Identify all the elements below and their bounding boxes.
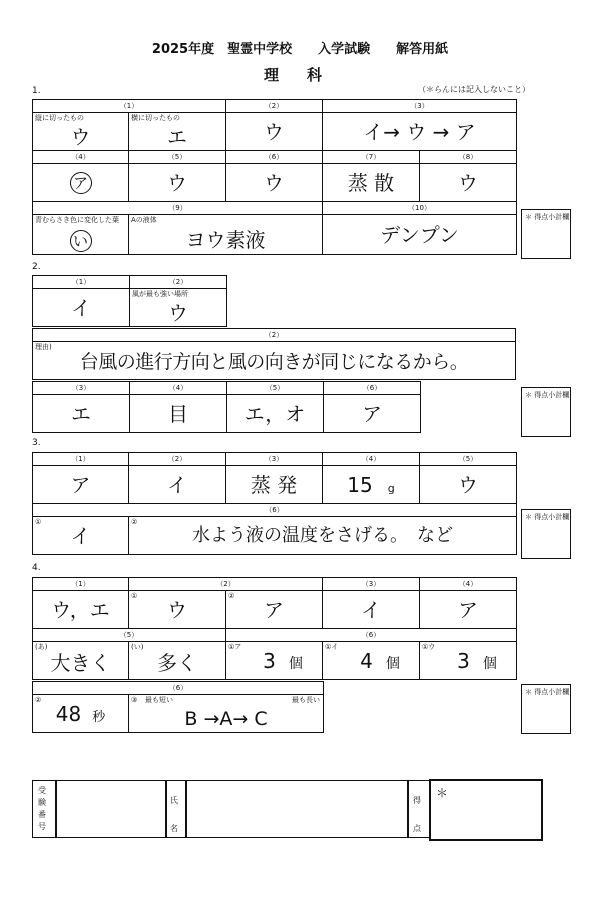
q4-6-1i-answer: 4 bbox=[360, 648, 373, 673]
q1-1-vertical-label: 縦に切ったもの bbox=[35, 114, 84, 122]
q3-4-cell[interactable] bbox=[323, 466, 420, 504]
q3-2-cell[interactable] bbox=[129, 466, 226, 504]
q1-9-leaf-cell[interactable] bbox=[33, 215, 129, 255]
footer-info-box bbox=[32, 780, 430, 838]
q4-1-header: （1） bbox=[33, 578, 129, 591]
q4-3-header: （3） bbox=[323, 578, 420, 591]
q4-2-header: （2） bbox=[129, 578, 323, 591]
section-4-number: 4. bbox=[32, 563, 41, 573]
section-1-subtotal-box[interactable] bbox=[521, 209, 571, 259]
q1-5-header: （5） bbox=[129, 151, 226, 164]
q1-9-leaf-answer-circled: い bbox=[70, 230, 92, 252]
q4-5-b-cell[interactable] bbox=[129, 642, 226, 680]
section-2-table-top bbox=[32, 275, 227, 327]
q2-4-answer: 目 bbox=[168, 401, 188, 426]
q4-6-2-label: ② bbox=[35, 696, 42, 704]
q3-4-answer: 15 bbox=[347, 472, 373, 497]
q4-5-a-cell[interactable] bbox=[33, 642, 129, 680]
q1-9-leaf-label: 青むらさき色に変化した葉 bbox=[35, 216, 119, 224]
q3-6-2-cell[interactable] bbox=[129, 517, 517, 555]
q4-6-1u-cell[interactable] bbox=[420, 642, 517, 680]
q3-6-1-answer: イ bbox=[70, 523, 91, 548]
q3-1-answer: ア bbox=[70, 472, 91, 497]
q2-3-answer: エ bbox=[71, 401, 91, 426]
section-3-table bbox=[32, 452, 517, 555]
q4-2-1-answer: ウ bbox=[167, 597, 187, 622]
q1-10-header: （10） bbox=[323, 202, 517, 215]
q3-6-1-cell[interactable] bbox=[33, 517, 129, 555]
section-4-table bbox=[32, 577, 517, 680]
exam-number-field[interactable] bbox=[57, 782, 164, 836]
q1-2-header: （2） bbox=[226, 100, 323, 113]
q1-6-cell[interactable] bbox=[226, 164, 323, 202]
q1-3-cell[interactable] bbox=[323, 113, 517, 151]
section-3-subtotal-label: ＊ 得点小計欄 bbox=[525, 513, 570, 521]
q4-5-a-label: (あ) bbox=[35, 643, 48, 651]
q1-1-horizontal-label: 横に切ったもの bbox=[131, 114, 180, 122]
q4-4-cell[interactable] bbox=[420, 591, 517, 629]
q1-6-header: （6） bbox=[226, 151, 323, 164]
q4-6-3-longest-label: 最も長い bbox=[292, 696, 320, 704]
section-1-subtotal-label: ＊ 得点小計欄 bbox=[525, 213, 570, 221]
footer-divider-4 bbox=[407, 781, 409, 837]
q1-1-horizontal-cell[interactable] bbox=[129, 113, 226, 151]
q4-4-answer: ア bbox=[458, 597, 478, 622]
q4-6-3-shortest-label: 最も短い bbox=[145, 696, 173, 704]
q4-6-1u-answer: 3 bbox=[457, 648, 470, 673]
q1-2-cell[interactable] bbox=[226, 113, 323, 151]
q4-6-3-answer: B →A→ C bbox=[184, 708, 268, 730]
q2-1-header: （1） bbox=[33, 276, 130, 289]
q3-5-header: （5） bbox=[420, 453, 517, 466]
q1-1-horizontal-answer: エ bbox=[167, 124, 187, 149]
q1-9-liquid-cell[interactable] bbox=[129, 215, 323, 255]
q3-6-header: （6） bbox=[33, 504, 517, 517]
q2-2-place-cell[interactable] bbox=[130, 289, 227, 327]
q4-6-3-label: ③ bbox=[131, 696, 138, 704]
q4-5-b-label: (い) bbox=[131, 643, 144, 651]
q4-6-1a-answer: 3 bbox=[263, 648, 276, 673]
q1-2-answer: ウ bbox=[264, 119, 284, 144]
q4-3-cell[interactable] bbox=[323, 591, 420, 629]
section-2-table-bottom bbox=[32, 381, 421, 433]
q3-4-unit: g bbox=[387, 481, 395, 495]
section-1-table bbox=[32, 99, 517, 255]
q2-1-cell[interactable] bbox=[33, 289, 130, 327]
section-4-subtotal-label: ＊ 得点小計欄 bbox=[525, 688, 570, 696]
q2-2-header: （2） bbox=[130, 276, 227, 289]
q2-6-header: （6） bbox=[324, 382, 421, 395]
footer-divider-2 bbox=[165, 781, 167, 837]
q1-6-answer: ウ bbox=[264, 170, 284, 195]
q4-2-1-label: ① bbox=[131, 592, 138, 600]
q3-5-answer: ウ bbox=[458, 472, 478, 497]
q4-6-2-answer: 48 bbox=[55, 701, 82, 726]
section-4-table-bottom bbox=[32, 681, 324, 733]
q3-1-header: （1） bbox=[33, 453, 129, 466]
q1-5-answer: ウ bbox=[167, 170, 187, 195]
q4-6-1u-label: ①ウ bbox=[422, 643, 436, 651]
q4-6-1a-cell[interactable] bbox=[226, 642, 323, 680]
q4-4-header: （4） bbox=[420, 578, 517, 591]
score-box[interactable] bbox=[429, 779, 543, 841]
q4-6-2-unit: 秒 bbox=[92, 709, 106, 725]
q1-7-answer: 蒸 散 bbox=[347, 170, 395, 195]
q2-2-reason-cell[interactable] bbox=[33, 342, 516, 380]
q1-3-answer: イ→ ウ → ア bbox=[363, 119, 476, 144]
q4-5-a-answer: 大きく bbox=[50, 650, 111, 675]
name-label: 氏名 bbox=[170, 796, 178, 833]
q4-6b-header: （6） bbox=[33, 682, 324, 695]
q1-8-header: （8） bbox=[420, 151, 517, 164]
q1-4-header: （4） bbox=[33, 151, 129, 164]
score-label: 得点 bbox=[413, 796, 421, 833]
page-title: 2025年度 聖霊中学校 入学試験 解答用紙 bbox=[151, 42, 449, 57]
q3-6-2-label: ② bbox=[131, 518, 138, 526]
instruction-note: （＊らんには記入しないこと） bbox=[418, 85, 530, 94]
q2-6-answer: ア bbox=[362, 401, 382, 426]
q4-2-2-cell[interactable] bbox=[226, 591, 323, 629]
q4-6-2-cell[interactable] bbox=[33, 695, 129, 733]
q1-1-vertical-cell[interactable] bbox=[33, 113, 129, 151]
q3-2-header: （2） bbox=[129, 453, 226, 466]
q1-1-vertical-answer: ウ bbox=[70, 124, 91, 149]
section-2-subtotal-box[interactable] bbox=[521, 387, 571, 437]
q2-1-answer: イ bbox=[71, 295, 91, 320]
q2-5-answer: エ，オ bbox=[244, 401, 306, 426]
section-2-number: 2. bbox=[32, 262, 41, 272]
q3-3-header: （3） bbox=[226, 453, 323, 466]
q4-6-1a-unit: 個 bbox=[288, 655, 303, 672]
q1-7-cell[interactable] bbox=[323, 164, 420, 202]
q4-1-cell[interactable] bbox=[33, 591, 129, 629]
exam-number-label: 受験番号 bbox=[38, 786, 46, 831]
q1-1-header: （1） bbox=[33, 100, 226, 113]
q4-6-header: （6） bbox=[226, 629, 517, 642]
q4-2-2-label: ② bbox=[228, 592, 235, 600]
section-3-number: 3. bbox=[32, 438, 41, 448]
section-4-subtotal-box[interactable] bbox=[521, 684, 571, 734]
score-mark: ＊ bbox=[436, 786, 449, 800]
q1-3-header: （3） bbox=[323, 100, 517, 113]
q4-5-header: （5） bbox=[33, 629, 226, 642]
q1-9-liquid-label: Aの液体 bbox=[131, 216, 157, 224]
q4-6-1i-unit: 個 bbox=[385, 655, 400, 672]
q2-6-cell[interactable] bbox=[324, 395, 421, 433]
subject-title: 理科 bbox=[263, 66, 350, 84]
q4-3-answer: イ bbox=[361, 597, 381, 622]
q1-5-cell[interactable] bbox=[129, 164, 226, 202]
q2-5-cell[interactable] bbox=[227, 395, 324, 433]
q1-4-cell[interactable] bbox=[33, 164, 129, 202]
q1-8-answer: ウ bbox=[458, 170, 478, 195]
q1-10-cell[interactable] bbox=[323, 215, 517, 255]
q3-3-cell[interactable] bbox=[226, 466, 323, 504]
q1-9-liquid-answer: ヨウ素液 bbox=[185, 227, 266, 252]
q1-4-answer-circled: ア bbox=[70, 172, 92, 194]
q1-7-header: （7） bbox=[323, 151, 420, 164]
q3-6-2-answer: 水よう液の温度をさげる。 など bbox=[192, 524, 453, 546]
q4-6-1i-cell[interactable] bbox=[323, 642, 420, 680]
name-field[interactable] bbox=[187, 782, 406, 836]
q4-6-3-cell[interactable] bbox=[129, 695, 324, 733]
q3-2-answer: イ bbox=[167, 472, 187, 497]
section-2-subtotal-label: ＊ 得点小計欄 bbox=[525, 391, 570, 399]
q3-6-1-label: ① bbox=[35, 518, 42, 526]
q2-3-header: （3） bbox=[33, 382, 130, 395]
q4-2-1-cell[interactable] bbox=[129, 591, 226, 629]
q3-3-answer: 蒸 発 bbox=[250, 472, 298, 497]
q2-5-header: （5） bbox=[227, 382, 324, 395]
q3-5-cell[interactable] bbox=[420, 466, 517, 504]
section-3-subtotal-box[interactable] bbox=[521, 509, 571, 559]
q3-4-header: （4） bbox=[323, 453, 420, 466]
q4-6-1u-unit: 個 bbox=[482, 655, 497, 672]
q2-4-cell[interactable] bbox=[130, 395, 227, 433]
q2-4-header: （4） bbox=[130, 382, 227, 395]
q4-5-b-answer: 多く bbox=[157, 650, 197, 675]
q4-2-2-answer: ア bbox=[264, 597, 284, 622]
q2-2-place-label: 風が最も強い場所 bbox=[132, 290, 188, 298]
section-1-number: 1. bbox=[32, 86, 41, 96]
q2-2-reason-label: 理由) bbox=[35, 343, 52, 351]
q1-9-header: （9） bbox=[33, 202, 323, 215]
q1-10-answer: デンプン bbox=[380, 222, 459, 247]
section-2-table-reason bbox=[32, 328, 516, 380]
q2-2-place-answer: ウ bbox=[168, 300, 188, 325]
q2-2-reason-header: （2） bbox=[33, 329, 516, 342]
q4-1-answer: ウ，エ bbox=[51, 597, 110, 622]
q2-2-reason-answer: 台風の進行方向と風の向きが同じになるから。 bbox=[79, 351, 469, 373]
q4-6-1a-label: ①ア bbox=[228, 643, 242, 651]
q1-8-cell[interactable] bbox=[420, 164, 517, 202]
q4-6-1i-label: ①イ bbox=[325, 643, 339, 651]
q3-1-cell[interactable] bbox=[33, 466, 129, 504]
q2-3-cell[interactable] bbox=[33, 395, 130, 433]
